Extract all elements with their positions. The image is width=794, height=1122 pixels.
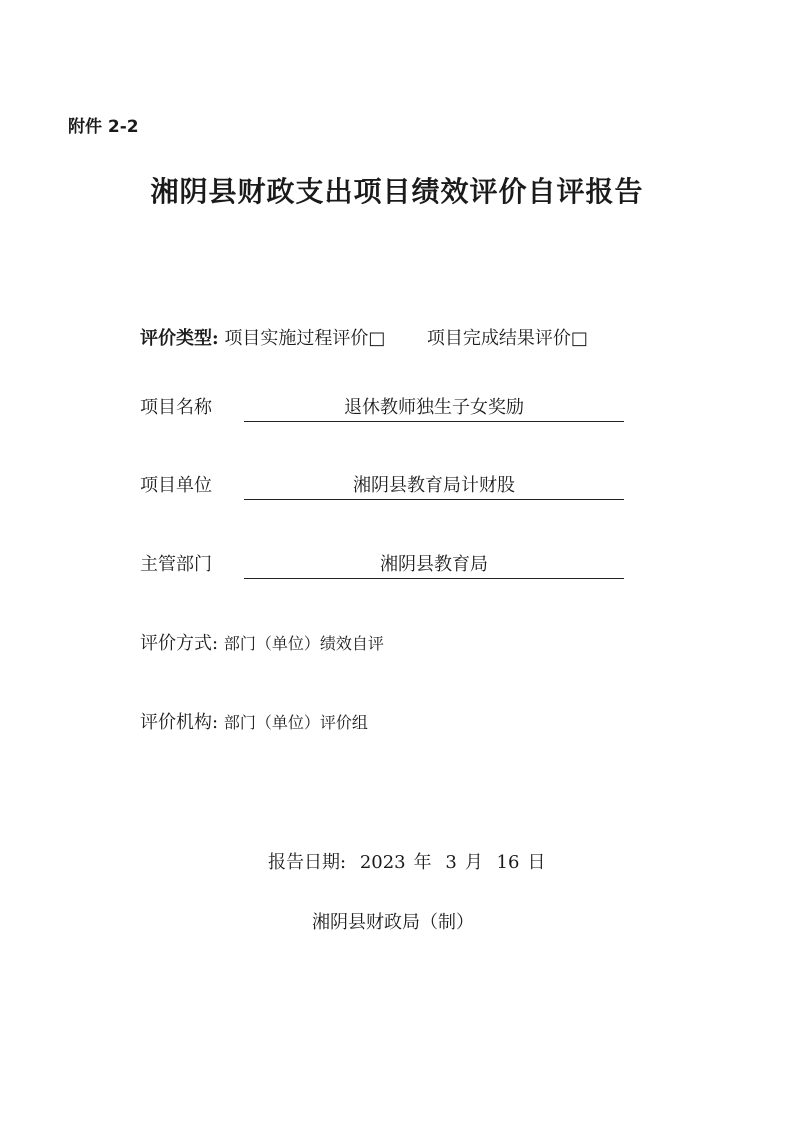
department-label: 主管部门 xyxy=(140,554,212,575)
report-date-month: 3 xyxy=(445,852,457,873)
report-date xyxy=(268,848,553,874)
report-date-label: 报告日期: xyxy=(268,852,347,873)
report-date-day: 16 xyxy=(496,852,520,873)
attachment-label: 附件 2-2 xyxy=(68,117,139,137)
eval-method-row xyxy=(140,629,384,655)
issuer: 湘阴县财政局（制） xyxy=(312,912,474,933)
eval-method-value: 部门（单位）绩效自评 xyxy=(223,634,384,653)
project-unit-row xyxy=(140,471,240,497)
eval-type-row xyxy=(140,324,588,350)
eval-method-label: 评价方式: xyxy=(140,633,219,654)
result-checkbox[interactable]: □ xyxy=(570,328,588,349)
project-unit-field: 湘阴县教育局计财股 xyxy=(244,471,624,500)
project-name-field: 退休教师独生子女奖励 xyxy=(244,393,624,422)
report-title: 湘阴县财政支出项目绩效评价自评报告 xyxy=(150,175,644,208)
eval-org-value: 部门（单位）评价组 xyxy=(223,713,368,732)
project-name-label: 项目名称 xyxy=(140,397,212,418)
eval-type-option-result: 项目完成结果评价 xyxy=(426,328,571,349)
eval-org-label: 评价机构: xyxy=(140,712,219,733)
process-checkbox[interactable]: □ xyxy=(368,328,386,349)
eval-type-option-process: 项目实施过程评价 xyxy=(224,328,369,349)
eval-org-row xyxy=(140,708,368,734)
project-name-row xyxy=(140,393,240,419)
report-date-day-unit: 日 xyxy=(527,852,546,873)
department-field: 湘阴县教育局 xyxy=(244,550,624,579)
department-row xyxy=(140,550,240,576)
eval-type-label: 评价类型: xyxy=(140,328,219,349)
report-date-year: 2023 xyxy=(359,852,406,873)
report-date-year-unit: 年 xyxy=(413,852,432,873)
project-unit-label: 项目单位 xyxy=(140,475,212,496)
report-date-month-unit: 月 xyxy=(464,852,483,873)
